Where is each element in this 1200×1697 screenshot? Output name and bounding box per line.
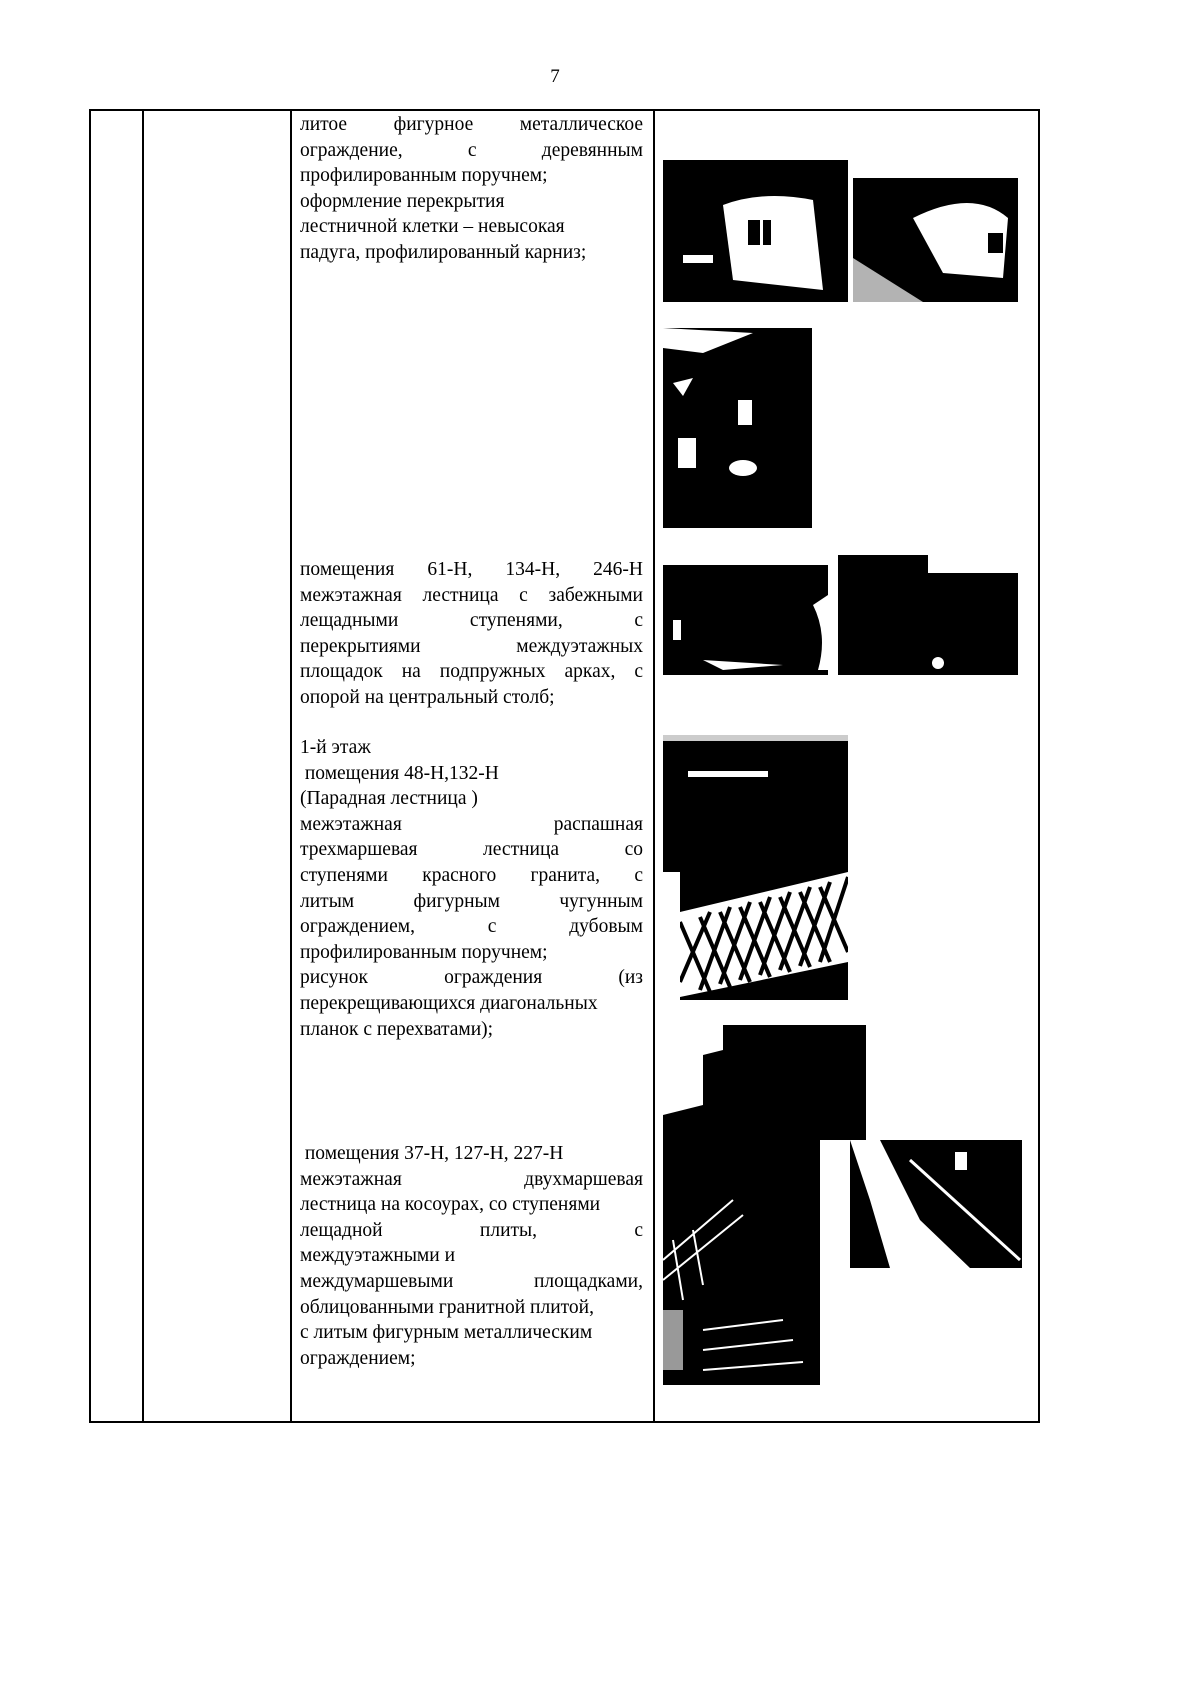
text-line: межэтажная двухмаршевая: [300, 1168, 643, 1190]
text-line: помещения 48-Н,132-Н: [300, 762, 499, 784]
text-line: литое фигурное металлическое: [300, 114, 643, 135]
text-line: междумаршевыми площадками,: [300, 1270, 643, 1292]
text-line: межэтажная лестница с забежными: [300, 584, 643, 606]
photo-cast-iron-railing: [680, 872, 848, 1000]
description-block-rooms-37-127-227: [300, 1141, 643, 1371]
text-line: ограждение, с деревянным: [300, 139, 643, 161]
text-line: лестница на косоурах, со ступенями: [300, 1194, 601, 1216]
column-divider: [142, 111, 144, 1421]
text-line: ограждением;: [300, 1347, 416, 1369]
text-line: 1-й этаж: [300, 737, 371, 758]
text-line: лестничной клетки – невысокая: [300, 216, 565, 238]
text-line: опорой на центральный столб;: [300, 686, 555, 708]
text-line: ограждением, с дубовым: [300, 916, 643, 938]
text-line: облицованными гранитной плитой,: [300, 1296, 594, 1318]
text-line: ступенями красного гранита, с: [300, 864, 643, 886]
text-line: перекрытиями междуэтажных: [300, 635, 643, 657]
photo-stringer-stair: [850, 1140, 1022, 1268]
column-divider: [290, 111, 292, 1421]
description-block-staircase-railing: [300, 112, 643, 266]
photo-two-flight-stair-top: [663, 1025, 866, 1140]
text-line: планок с перехватами);: [300, 1018, 494, 1040]
text-line: площадок на подпружных арках, с: [300, 661, 643, 683]
description-block-rooms-61-134-246: [300, 557, 643, 711]
text-line: рисунок ограждения (из: [300, 967, 643, 989]
text-line: междуэтажными и: [300, 1245, 456, 1267]
photo-stair-ceiling: [663, 160, 848, 302]
photo-stair-window: [663, 328, 812, 528]
text-line: лещадными ступенями, с: [300, 610, 643, 632]
photo-granite-landing: [663, 1140, 820, 1385]
description-block-parade-staircase: [300, 735, 643, 1042]
column-divider: [653, 111, 655, 1421]
text-line: профилированным поручнем;: [300, 941, 548, 963]
text-line: оформление перекрытия: [300, 190, 505, 212]
text-line: профилированным поручнем;: [300, 165, 548, 187]
text-line: перекрещивающихся диагональных: [300, 992, 598, 1014]
photo-central-pillar: [838, 555, 1018, 675]
text-line: падуга, профилированный карниз;: [300, 241, 587, 263]
photo-cornice: [853, 178, 1018, 302]
page-number: 7: [550, 66, 560, 87]
text-line: трехмаршевая лестница со: [300, 839, 643, 861]
text-line: лещадной плиты, с: [300, 1219, 643, 1241]
text-line: межэтажная распашная: [300, 813, 643, 835]
text-line: литым фигурным чугунным: [300, 890, 643, 912]
photo-parade-staircase-ceiling: [663, 735, 848, 872]
text-line: помещения 37-Н, 127-Н, 227-Н: [300, 1143, 564, 1164]
text-line: помещения 61-Н, 134-Н, 246-Н: [300, 559, 643, 580]
text-line: с литым фигурным металлическим: [300, 1322, 593, 1344]
text-line: (Парадная лестница ): [300, 788, 478, 810]
photo-winder-stair: [663, 565, 828, 675]
